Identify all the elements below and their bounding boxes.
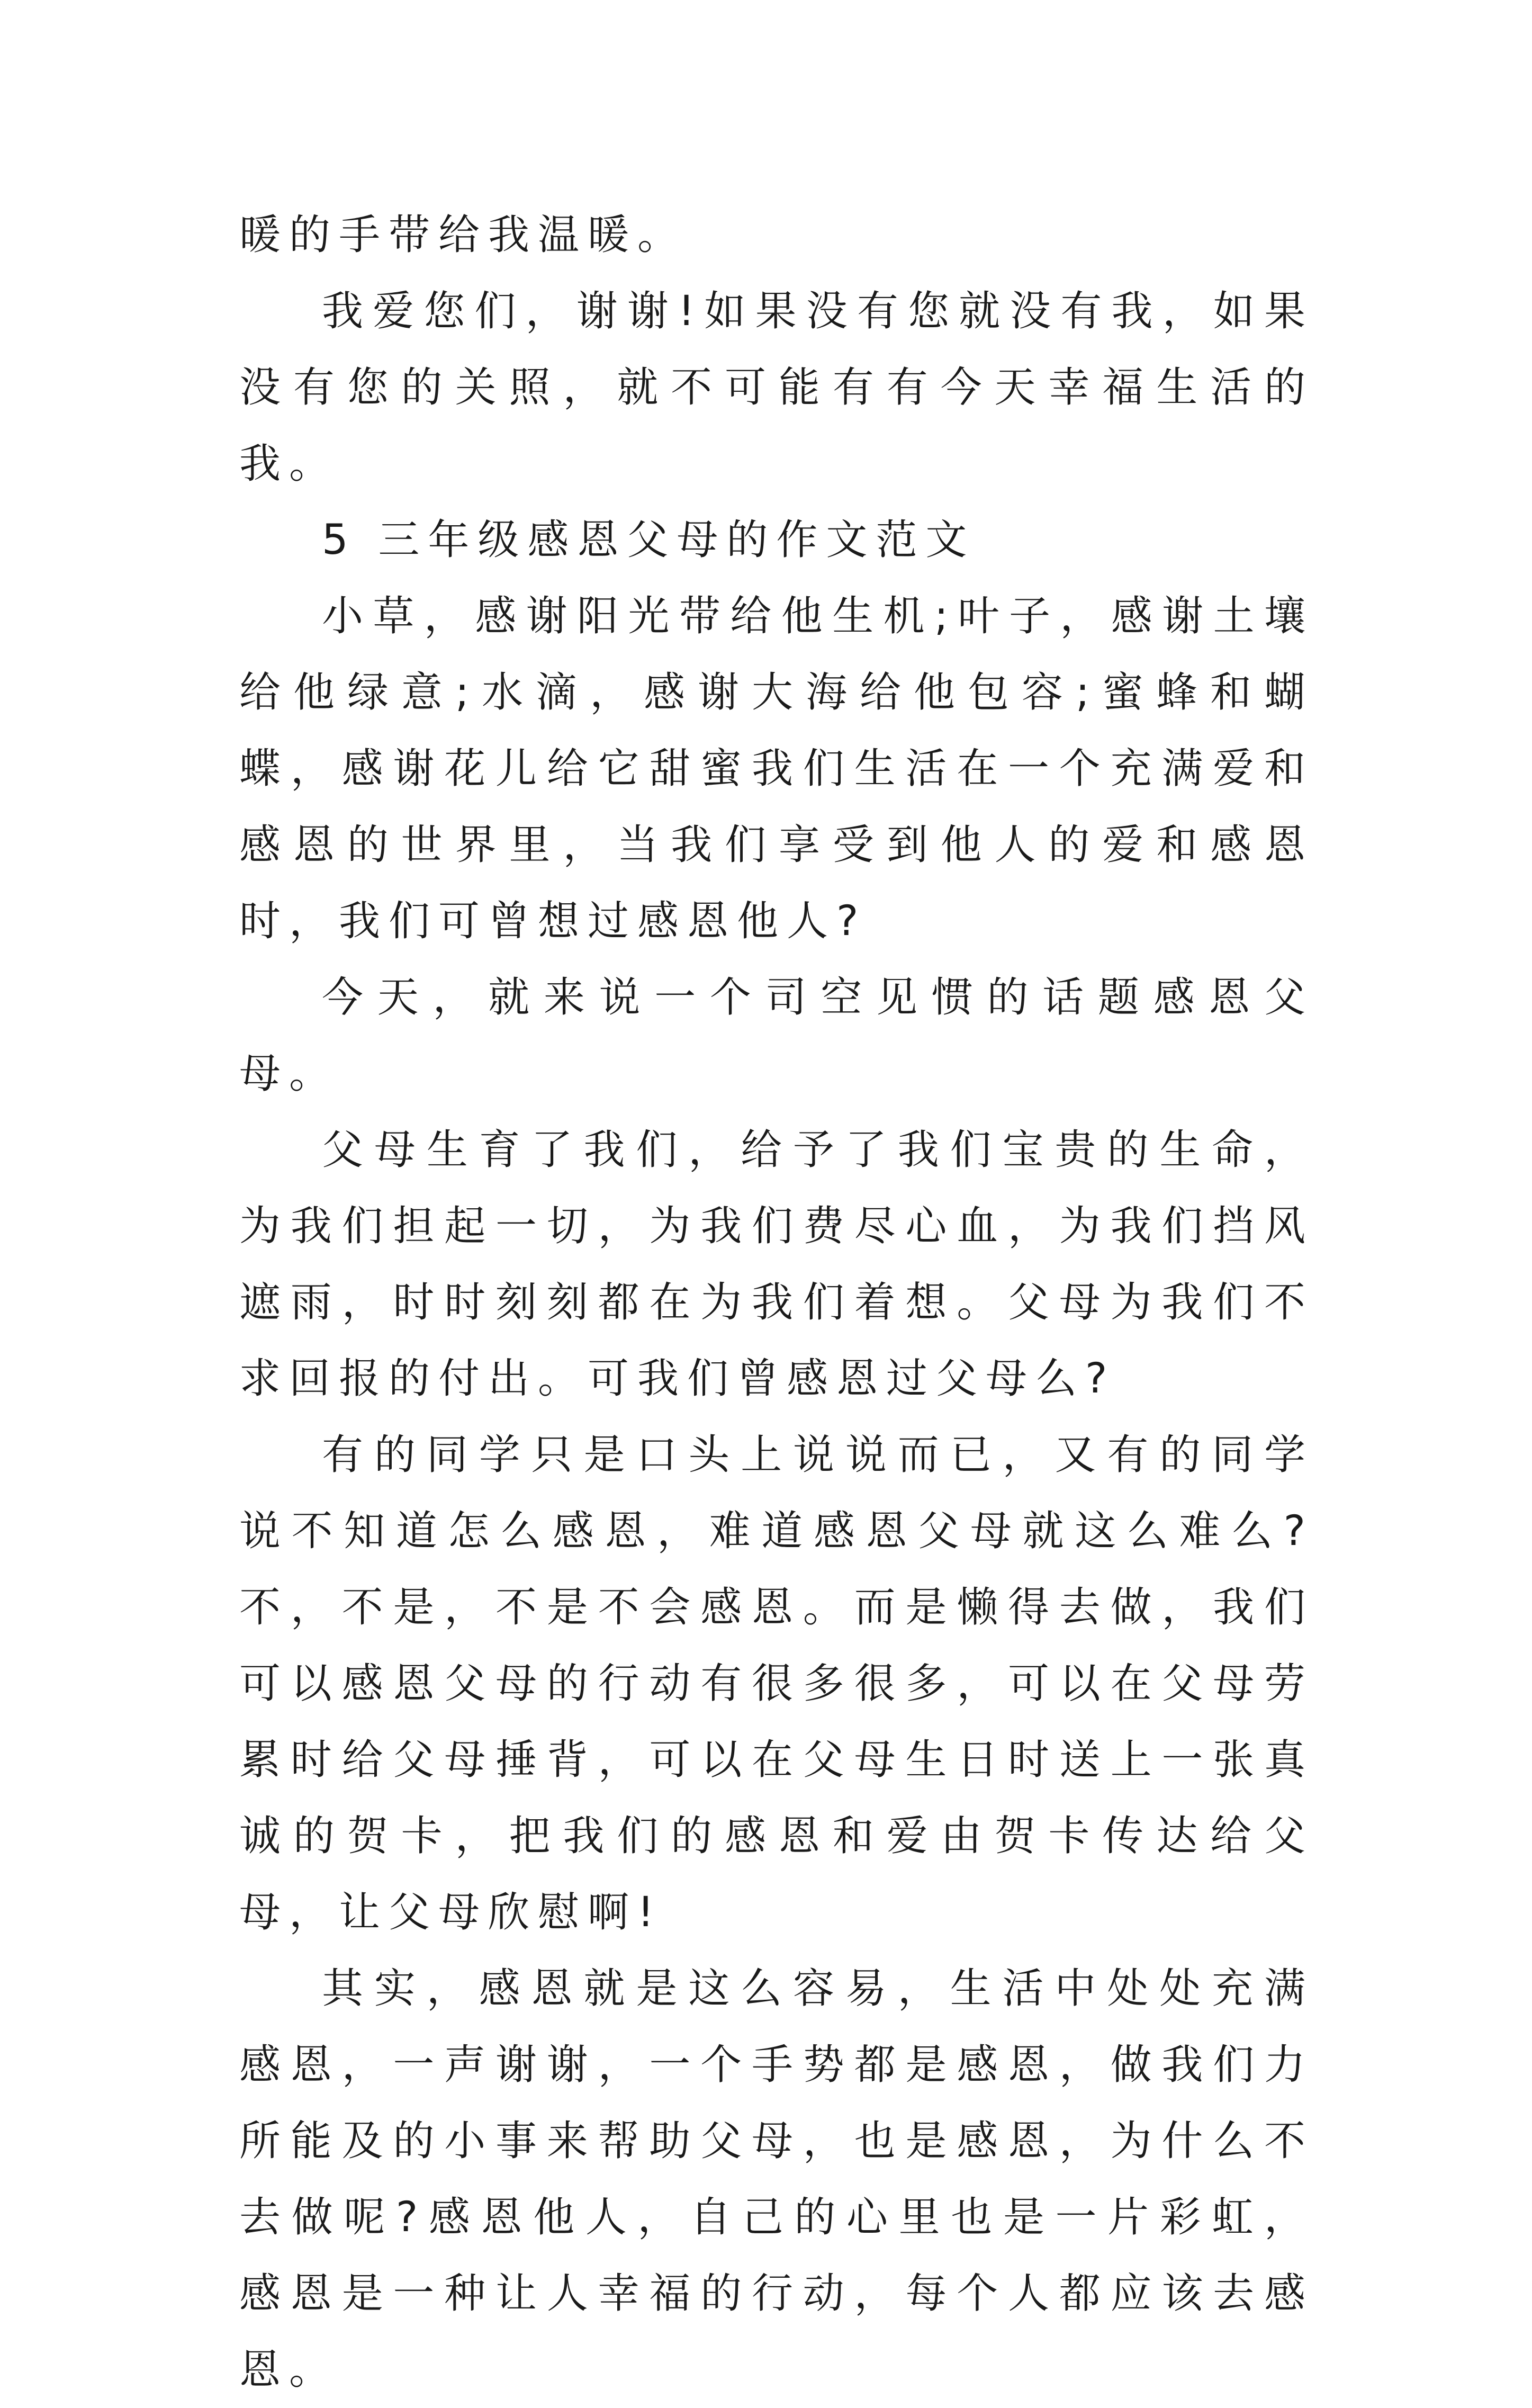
paragraph: 我爱您们，谢谢!如果没有您就没有我，如果没有您的关照，就不可能有有今天幸福生活的我。 xyxy=(239,287,1314,488)
section-heading: 5 三年级感恩父母的作文范文 xyxy=(322,516,976,564)
paragraph: 今天，就来说一个司空见惯的话题感恩父母。 xyxy=(239,974,1314,1098)
paragraph: 有的同学只是口头上说说而已，又有的同学说不知道怎么感恩，难道感恩父母就这么难么?不，不是，不是不会感恩。而是懒得去做，我们可以感恩父母的行动有很多很多，可以在父母劳累时给父母捶背，可以在父母生日时送上一张真诚的贺卡，把我们的感恩和爱由贺卡传达给父母，让父母欣慰啊! xyxy=(239,1431,1314,1936)
essay-body xyxy=(239,197,1314,2408)
paragraph: 父母生育了我们，给予了我们宝贵的生命，为我们担起一切，为我们费尽心血，为我们挡风遮雨，时时刻刻都在为我们着想。父母为我们不求回报的付出。可我们曾感恩过父母么? xyxy=(239,1126,1314,1403)
paragraph: 其实，感恩就是这么容易，生活中处处充满感恩，一声谢谢，一个手势都是感恩，做我们力所能及的小事来帮助父母，也是感恩，为什么不去做呢?感恩他人，自己的心里也是一片彩虹，感恩是一种让人幸福的行动，每个人都应该去感恩。 xyxy=(239,1965,1314,2394)
paragraph-continuation: 暖的手带给我温暖。 xyxy=(239,211,688,259)
paragraph: 小草，感谢阳光带给他生机;叶子，感谢土壤给他绿意;水滴，感谢大海给他包容;蜜蜂和蝴蝶，感谢花儿给它甜蜜我们生活在一个充满爱和感恩的世界里，当我们享受到他人的爱和感恩时，我们可曾想过感恩他人? xyxy=(239,592,1314,945)
